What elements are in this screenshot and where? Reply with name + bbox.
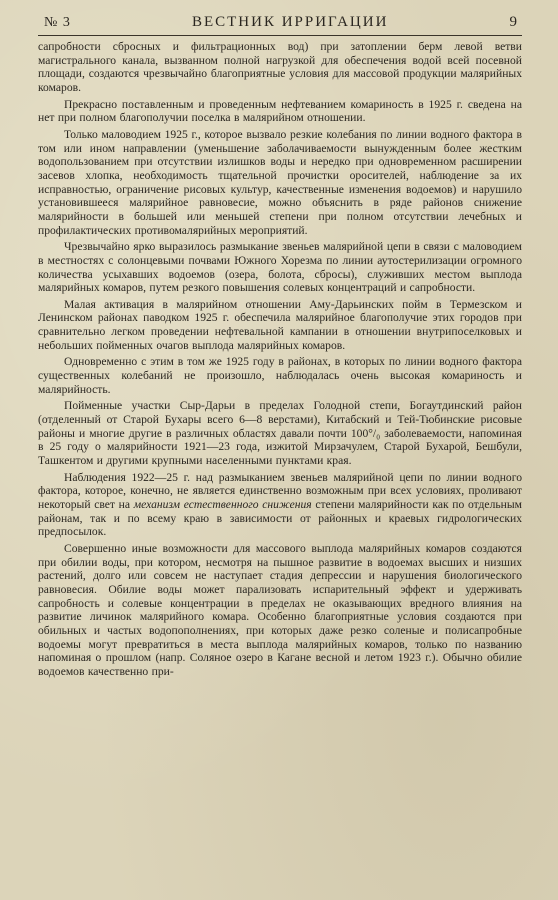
paragraph xyxy=(38,471,522,539)
journal-title: ВЕСТНИК ИРРИГАЦИИ xyxy=(191,14,389,30)
running-header xyxy=(38,14,522,36)
paragraph-text: степени малярийности как по отдельным районам, так и по всему краю в зависимости от районных и краевых гидрологических предпосылок. xyxy=(38,498,522,539)
paragraph-continued: сапробности сбросных и фильтрационных вод) при затоплении берм левой ветви магистрального канала, вызванном полной нагрузкой для обеспечения водой всей посевной площади, создаются чрезвычайно благоприятные условия для массовой продукции малярийных комаров. xyxy=(38,40,522,94)
paragraph: Только маловодием 1925 г., которое вызвало резкие колебания по линии водного фактора в том или ином направлении (уменьшение заболачиваемости вынужденным более жестким водопользованием при отсутствии излишков воды и нередко при одновременном расширении засевов хлопка, необходимость тщательной прочистки оросителей, наблюдение за их исправностью, ограничение рисовых культур, качественные изменения водоемов) и нарушило установившееся малярийное равновесие, можно объяснить в ряде районов снижение малярийности в большей или меньшей степени при полном отсутствии лечебных и профилактических противомалярийных мероприятий. xyxy=(38,127,522,237)
paragraph-text: Наблюдения 1922—25 г. над размыканием звеньев малярийной цепи по линии водного фактора, которое, конечно, не является единственно возможным при всех условиях, проливают некоторый свет на xyxy=(38,470,522,511)
italic-emphasis: механизм естественного снижения xyxy=(133,498,312,511)
body-text xyxy=(38,40,522,679)
paragraph: Прекрасно поставленным и проведенным нефтеванием комариность в 1925 г. сведена на нет при полном благополучии поселка в малярийном отношении. xyxy=(38,97,522,125)
paragraph: Малая активация в малярийном отношении Аму-Дарьинских пойм в Термезском и Ленинском районах паводком 1925 г. обеспечила малярийное благополучие этих городов при сравнительно легком проведении нефтевальной кампании в отношении внутрипоселковых и небольших пойменных очагов выплода малярийных комаров. xyxy=(38,297,522,352)
paragraph: Одновременно с этим в том же 1925 году в районах, в которых по линии водного фактора существенных колебаний не произошло, наблюдалась очень высокая комариность и малярийность. xyxy=(38,355,522,396)
paragraph: Пойменные участки Сыр-Дарьи в пределах Голодной степи, Богаутдинский район (отделенный от Старой Бухары всего 6—8 верстами), Китабский и Тей-Тюбинские рисовые районы и многие другие в различных областях давали почти 100°/₀ заболеваемости, напоминая в 25 году о малярийности 1921—23 года, изжитой Мирзачулем, Старой Бухарой, Бешбули, Ташкентом и другими крупными населенными пунктами края. xyxy=(38,399,522,468)
paragraph: Совершенно иные возможности для массового выплода малярийных комаров создаются при обилии воды, при котором, несмотря на пышное развитие в водоемах высших и низших растений, долго или совсем не наступает стадия депрессии и нарушения биологического равновесия. Обилие воды может парализовать испарительный эффект и удерживать сапробность и солевые концентрации в пределах не оказывающих вредного влияния на развитие личинок малярийного комара. Особенно благоприятные условия создаются при обильных и частых водопополнениях, при которых даже резко соленые и полисапробные водоемы могут превратиться в места выплода малярийных комаров, только по названию напоминая о прошлом (напр. Соляное озеро в Кагане весной и летом 1923 г.). Обычно обилие водоемов качественно при- xyxy=(38,541,522,678)
paragraph: Чрезвычайно ярко выразилось размыкание звеньев малярийной цепи в связи с маловодием в местностях с солонцевыми почвами Южного Хорезма по линии аутостерилизации огромного количества усыхавших водоемов (озера, болота, сбросы), служивших местом выплода малярийных комаров, путем резкого повышения солевых концентраций и сапробности. xyxy=(38,240,522,295)
issue-number: № 3 xyxy=(44,15,71,30)
page-number: 9 xyxy=(509,14,518,30)
